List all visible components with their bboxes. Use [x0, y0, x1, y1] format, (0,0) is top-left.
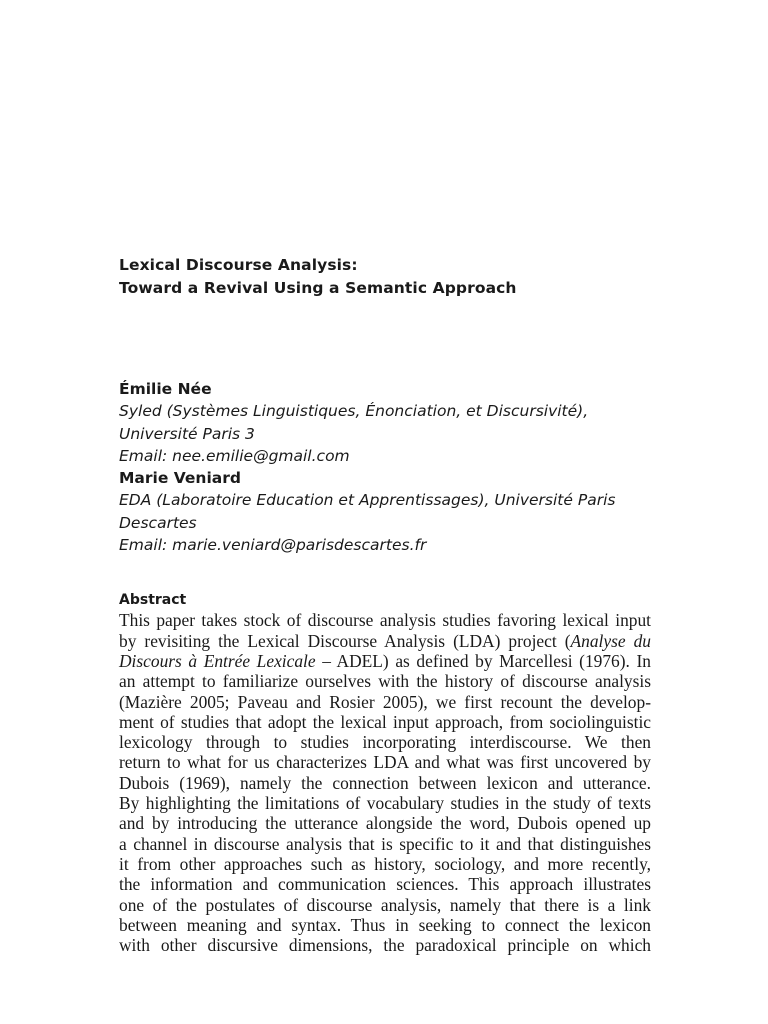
- abstract-italic-text: Discours à Entrée Lexicale: [119, 650, 316, 671]
- abstract-line: return to what for us characterizes LDA and what was first uncovered by: [119, 752, 651, 773]
- abstract-line: one of the postulates of discourse analysis, namely that there is a link: [119, 894, 651, 915]
- title-line-1: Lexical Discourse Analysis:: [119, 256, 358, 274]
- paper-title: [119, 254, 651, 300]
- abstract-line: the information and communication sciences. This approach illustrates: [119, 874, 651, 895]
- abstract-line: [119, 651, 651, 671]
- abstract-line: it from other approaches such as history, sociology, and more recently,: [119, 853, 651, 874]
- abstract-line: and by introducing the utterance alongside the word, Dubois opened up: [119, 813, 651, 834]
- abstract-body: [119, 610, 651, 955]
- abstract-line: [119, 631, 651, 651]
- paper-page: [119, 254, 651, 955]
- abstract-italic-text: Analyse du: [570, 630, 651, 651]
- author-block: [119, 378, 651, 556]
- abstract-line: lexicology through to studies incorporating interdiscourse. We then: [119, 732, 651, 753]
- author-affiliation: Descartes: [119, 513, 197, 532]
- abstract-text: – ADEL) as defined by Marcellesi (1976). In: [315, 650, 651, 671]
- abstract-line: By highlighting the limitations of vocabulary studies in the study of texts: [119, 793, 651, 814]
- abstract-line: (Mazière 2005; Paveau and Rosier 2005), we first recount the develop-: [119, 691, 651, 712]
- author-affiliation: Syled (Systèmes Linguistiques, Énonciation, et Discursivité),: [119, 402, 589, 421]
- abstract-line: ment of studies that adopt the lexical input approach, from sociolinguistic: [119, 711, 651, 732]
- abstract-line: with other discursive dimensions, the paradoxical principle on which: [119, 935, 651, 956]
- title-line-2: Toward a Revival Using a Semantic Approach: [119, 279, 517, 297]
- author-name: Émilie Née: [119, 380, 212, 398]
- author-email: Email: nee.emilie@gmail.com: [119, 446, 350, 465]
- abstract-line: between meaning and syntax. Thus in seeking to connect the lexicon: [119, 914, 651, 935]
- abstract-line: a channel in discourse analysis that is specific to it and that distinguishes: [119, 833, 651, 854]
- author-email: Email: marie.veniard@parisdescartes.fr: [119, 536, 427, 555]
- author-affiliation: EDA (Laboratoire Education et Apprentissages), Université Paris: [119, 491, 616, 510]
- abstract-text: by revisiting the Lexical Discourse Analysis (LDA) project (: [119, 630, 571, 651]
- abstract-heading: Abstract: [119, 592, 187, 609]
- abstract-line: This paper takes stock of discourse analysis studies favoring lexical input: [119, 610, 651, 631]
- abstract-line: Dubois (1969), namely the connection between lexicon and utterance.: [119, 772, 651, 793]
- author-affiliation: Université Paris 3: [119, 424, 255, 443]
- abstract-line: an attempt to familiarize ourselves with the history of discourse analysis: [119, 671, 651, 692]
- author-name: Marie Veniard: [119, 469, 241, 488]
